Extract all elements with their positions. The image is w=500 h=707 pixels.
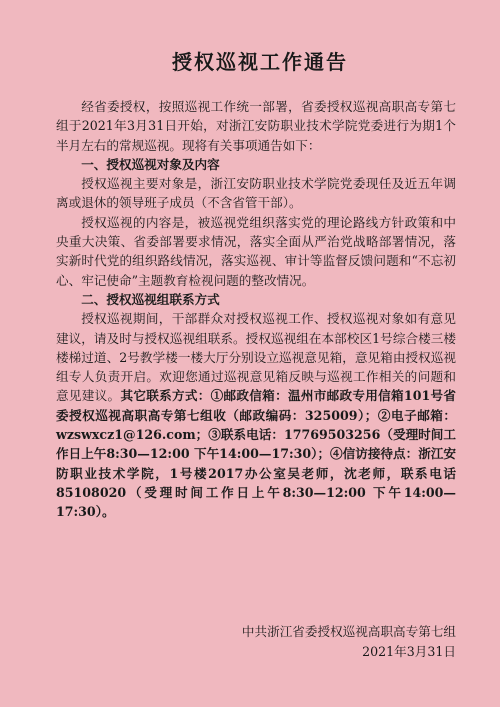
contact-paragraph xyxy=(56,309,456,521)
contact-methods: 其它联系方式：①邮政信箱：温州市邮政专用信箱101号省委授权巡视高职高专第七组收（邮政编码：325009）；②电子邮箱：wzswxcz1@126.com；③联系电话：17769503256（受理时间工作日上午8:30—12:00 下午14:00—17:30）；④信访接待点：浙江安防职业技术学院，1号楼2017办公室吴老师，沈老师，联系电话85108020（受理时间工作日上午8:30—12:00 下午14:00—17:30）。 xyxy=(56,388,456,520)
section-heading-contact: 二、授权巡视组联系方式 xyxy=(81,291,220,307)
section-heading-scope: 一、授权巡视对象及内容 xyxy=(81,156,220,172)
signature-organization: 中共浙江省委授权巡视高职高专第七组 xyxy=(241,624,456,639)
signature-block xyxy=(242,622,456,662)
scope-targets-paragraph: 授权巡视主要对象是，浙江安防职业技术学院党委现任及近五年调离或退休的领导班子成员（不含省管干部）。 xyxy=(56,176,456,211)
intro-paragraph: 经省委授权，按照巡视工作统一部署，省委授权巡视高职高专第七组于2021年3月31日开始，对浙江安防职业技术学院党委进行为期1个半月左右的常规巡视。现将有关事项通告如下： xyxy=(56,99,456,153)
scope-content-paragraph: 授权巡视的内容是，被巡视党组织落实党的理论路线方针政策和中央重大决策、省委部署要求情况，落实全面从严治党战略部署情况，落实新时代党的组织路线情况，落实巡视、审计等监督反馈问题和“不忘初心、牢记使命”主题教育检视问题的整改情况。 xyxy=(56,214,456,288)
signature-date: 2021年3月31日 xyxy=(362,644,456,659)
notice-body xyxy=(56,97,456,522)
notice-title: 授权巡视工作通告 xyxy=(172,50,348,74)
contact-text: 授权巡视期间，干部群众对授权巡视工作、授权巡视对象如有意见建议，请及时与授权巡视组联系。授权巡视组在本部校区1号综合楼三楼楼梯过道、2号教学楼一楼大厅分别设立巡视意见箱，意见箱由授权巡视组专人负责开启。欢迎您通过巡视意见箱反映与巡视工作相关的问题和意见建议。 xyxy=(56,311,456,404)
